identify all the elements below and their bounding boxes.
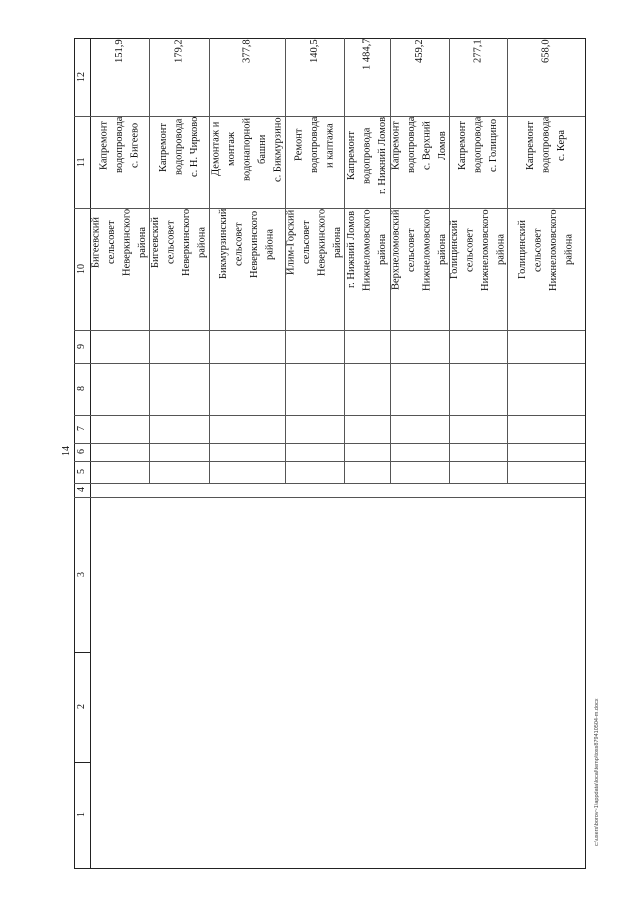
cell-c12-row-3: 377,8 [241,39,253,63]
column-rule [74,363,585,364]
cell-c11-row-1: Капремонт водопровода с. Бигеево [98,117,141,174]
column-number-1: 1 [76,812,87,818]
column-number-12: 12 [76,72,87,82]
column-rule [74,330,585,331]
cell-c12-row-4: 140,5 [308,39,320,63]
cell-c12-row-8: 658,0 [540,39,552,63]
cell-c12-row-7: 277,1 [472,39,484,63]
table-border-right [585,38,586,869]
cell-c10-row-3: Бикмурзинский сельсовет Неверкинского района [218,209,276,280]
column-number-11: 11 [76,157,87,167]
cell-c10-row-2: Бигеевский сельсовет Неверкинского района [150,209,208,277]
cell-c10-row-8: Голицинский сельсовет Нижнеломовского района [517,209,575,291]
column-rule [74,415,585,416]
column-number-10: 10 [76,264,87,274]
cell-c12-row-5: 1 484,7 [361,39,373,71]
cell-c11-row-2: Капремонт водопровода с. Н. Чирково [157,117,200,178]
column-number-9: 9 [76,344,87,349]
cell-c10-row-5: г. Нижний Ломов Нижнеломовского района [345,209,388,291]
column-number-3: 3 [76,572,87,577]
column-number-6: 6 [76,449,87,455]
column-number-2: 2 [76,704,87,710]
cell-c11-row-7: Капремонт водопровода с. Голицино [456,117,499,174]
cell-c10-row-4: Илим-Горский сельсовет Неверкинского района [285,209,343,277]
column-rule [74,497,585,498]
cell-c11-row-6: Капремонт водопровода с. Верхний Ломов [390,117,448,174]
table-border-bottom [74,868,585,869]
cell-c10-row-6: Верхнеломовский сельсовет Нижнеломовского района [390,209,448,291]
cell-c12-row-1: 151,9 [113,39,125,63]
cell-c11-row-5: Капремонт водопровода г. Нижний Ломов [345,117,388,195]
file-path-footer: c:\users\borov~1\appdata\local\temp\toss879410504-m.docx [594,698,600,846]
cell-c11-row-3: Демонтаж и монтаж водонапорной башни с. Бикмурзино [210,117,284,182]
page-number: 14 [61,446,72,456]
column-number-8: 8 [76,386,87,392]
column-rule [74,461,585,462]
cell-c11-row-4: Ремонт водопровода и каптажа [293,117,336,174]
column-rule [74,443,585,444]
cell-c11-row-8: Капремонт водопровода с. Кера [524,117,567,174]
cell-c12-row-2: 179,2 [173,39,185,63]
cell-c12-row-6: 459,2 [413,39,425,63]
cell-c10-row-7: Голицинский сельсовет Нижнеломовского района [449,209,507,291]
column-number-7: 7 [76,426,87,432]
cell-c10-row-1: Бигеевский сельсовет Неверкинского района [90,209,148,277]
column-number-4: 4 [76,487,87,493]
column-rule [74,483,585,484]
column-number-5: 5 [76,469,87,475]
